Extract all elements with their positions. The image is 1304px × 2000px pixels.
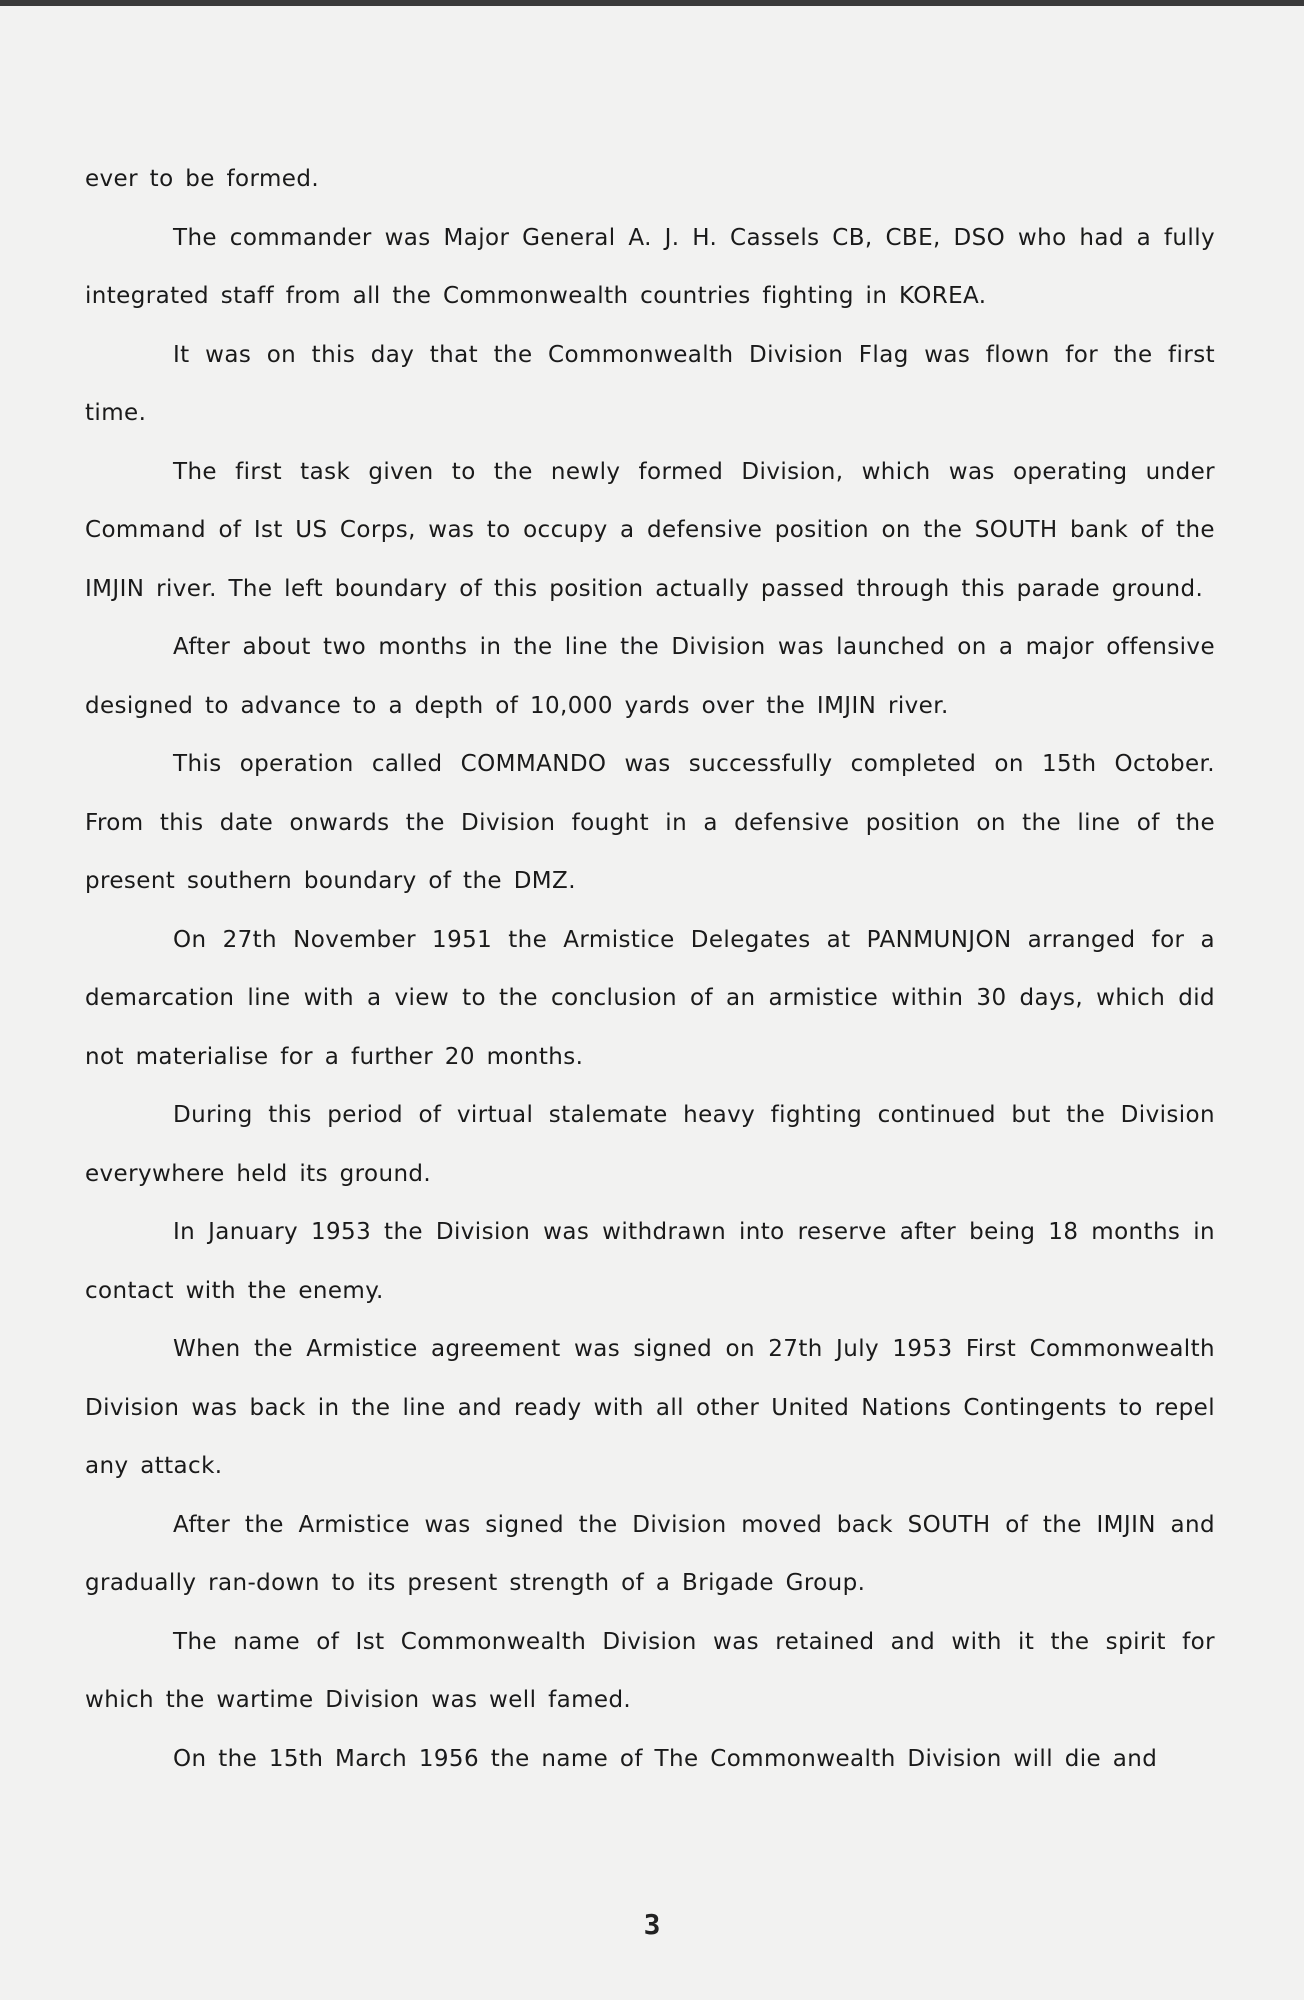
paragraph: During this period of virtual stalemate heavy fighting continued but the Division everywhere held its ground. bbox=[85, 1102, 1215, 1187]
page-number: 3 bbox=[643, 1908, 661, 1941]
paragraph: On 27th November 1951 the Armistice Delegates at PANMUNJON arranged for a demarcation line with a view to the conclusion of an armistice within 30 days, which did not materialise for a further 20 months. bbox=[85, 926, 1215, 1070]
paragraph: On the 15th March 1956 the name of The Commonwealth Division will die and bbox=[173, 1745, 1158, 1772]
paragraph: The name of Ist Commonwealth Division was retained and with it the spirit for which the wartime Division was well famed. bbox=[85, 1628, 1215, 1713]
paragraph: ever to be formed. bbox=[85, 166, 320, 192]
paragraph: The commander was Major General A. J. H. Cassels CB, CBE, DSO who had a fully integrated staff from all the Commonwealth countries fighting in KOREA. bbox=[85, 224, 1215, 309]
paragraph: After about two months in the line the Division was launched on a major offensive designed to advance to a depth of 10,000 yards over the IMJIN river. bbox=[85, 634, 1215, 719]
paragraph: The first task given to the newly formed Division, which was operating under Command of Ist US Corps, was to occupy a defensive position on the SOUTH bank of the IMJIN river. The left boundary of this position actually passed through this parade ground. bbox=[85, 458, 1215, 602]
paragraph: In January 1953 the Division was withdrawn into reserve after being 18 months in contact with the enemy. bbox=[85, 1219, 1215, 1304]
paragraph: This operation called COMMANDO was successfully completed on 15th October. From this date onwards the Division fought in a defensive position on the line of the present southern boundary of the DMZ. bbox=[85, 751, 1215, 894]
paragraph: After the Armistice was signed the Division moved back SOUTH of the IMJIN and gradually ran-down to its present strength of a Brigade Group. bbox=[85, 1511, 1215, 1596]
paragraph: It was on this day that the Commonwealth Division Flag was flown for the first time. bbox=[85, 341, 1215, 426]
paragraph: When the Armistice agreement was signed on 27th July 1953 First Commonwealth Division was back in the line and ready with all other United Nations Contingents to repel any attack. bbox=[85, 1336, 1215, 1479]
body-text bbox=[85, 150, 1215, 1788]
